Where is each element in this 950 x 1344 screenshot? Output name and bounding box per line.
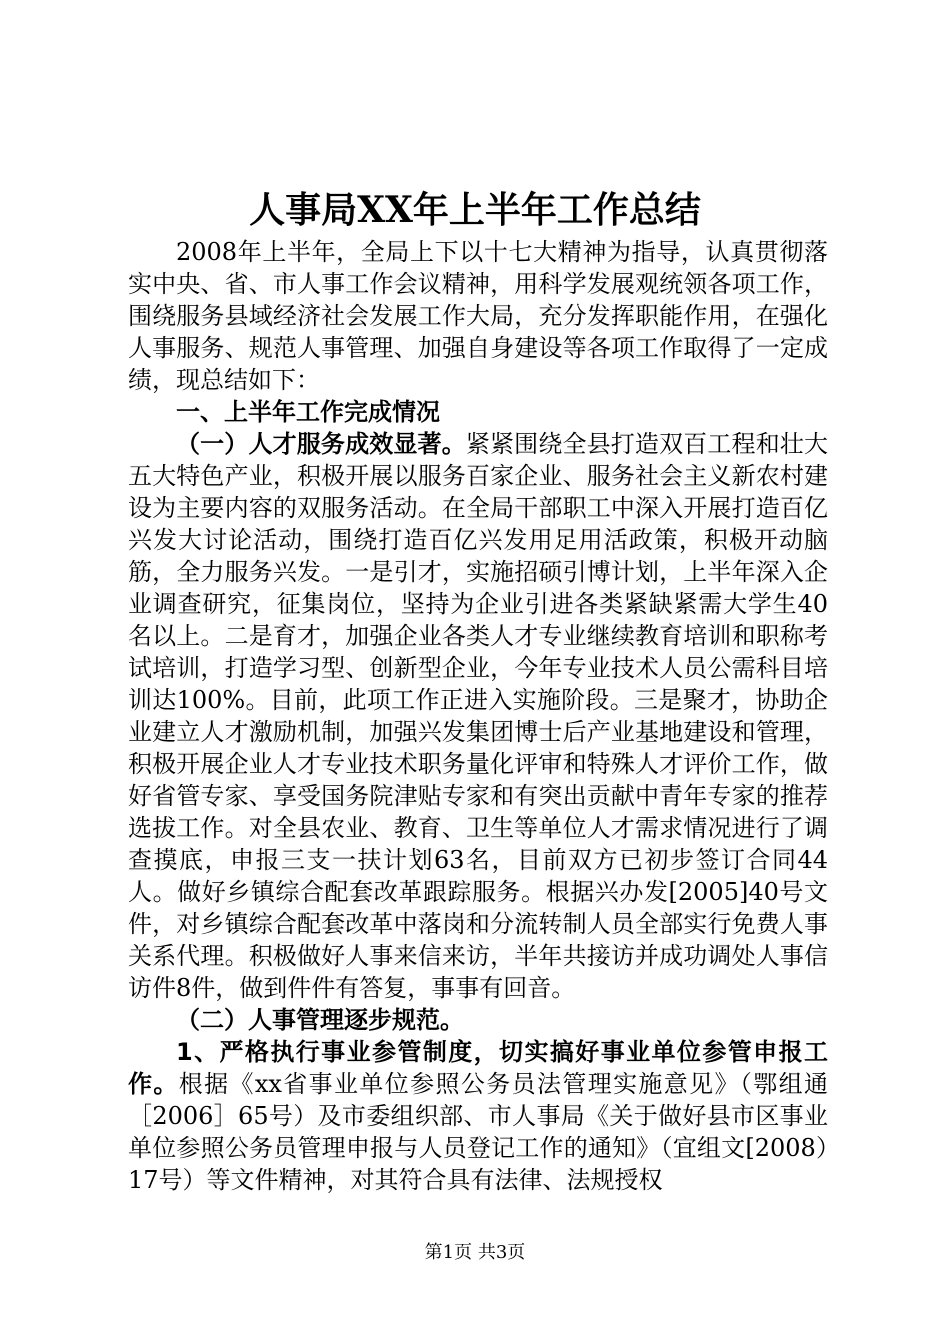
talent-service-paragraph — [128, 428, 828, 1004]
section-heading-1: 一、上半年工作完成情况 — [176, 398, 440, 426]
personnel-management-paragraph — [128, 1036, 828, 1196]
page-footer: 第1页 共3页 — [424, 1242, 526, 1263]
document-body — [128, 236, 828, 1196]
section-heading-2: （二）人事管理逐步规范。 — [176, 1006, 464, 1034]
talent-service-text: 紧紧围绕全县打造双百工程和壮大五大特色产业，积极开展以服务百家企业、服务社会主义新农村建设为主要内容的双服务活动。在全局干部职工中深入开展打造百亿兴发大讨论活动，围绕打造百亿兴发用足用活政策，积极开动脑筋，全力服务兴发。一是引才，实施招硕引博计划，上半年深入企业调查研究，征集岗位，坚持为企业引进各类紧缺紧需大学生40名以上。二是育才，加强企业各类人才专业继续教育培训和职称考试培训，打造学习型、创新型企业，今年专业技术人员公需科目培训达100%。目前，此项工作正进入实施阶段。三是聚才，协助企业建立人才激励机制，加强兴发集团博士后产业基地建设和管理，积极开展企业人才专业技术职务量化评审和特殊人才评价工作，做好省管专家、享受国务院津贴专家和有突出贡献中青年专家的推荐选拔工作。对全县农业、教育、卫生等单位人才需求情况进行了调查摸底，申报三支一扶计划63名，目前双方已初步签订合同44人。做好乡镇综合配套改革跟踪服务。根据兴办发[2005]40号文件，对乡镇综合配套改革中落岗和分流转制人员全部实行免费人事关系代理。积极做好人事来信来访，半年共接访并成功调处人事信访件8件，做到件件有答复，事事有回音。 — [128, 430, 829, 1002]
document-title: 人事局XX年上半年工作总结 — [249, 189, 701, 231]
personnel-management-text: 根据《xx省事业单位参照公务员法管理实施意见》（鄂组通［2006］65号）及市委组织部、市人事局《关于做好县市区事业单位参照公务员管理申报与人员登记工作的通知》（宜组文[2008）17号）等文件精神，对其符合具有法律、法规授权 — [128, 1070, 829, 1194]
intro-paragraph: 2008年上半年，全局上下以十七大精神为指导，认真贯彻落实中央、省、市人事工作会议精神，用科学发展观统领各项工作，围绕服务县域经济社会发展工作大局，充分发挥职能作用，在强化人事服务、规范人事管理、加强自身建设等各项工作取得了一定成绩，现总结如下： — [128, 238, 828, 394]
personnel-management-lead: 1、严格执行事业参管制度，切实搞好事业单位参管申报工作。 — [128, 1038, 828, 1098]
talent-service-lead: （一）人才服务成效显著。 — [176, 430, 466, 458]
